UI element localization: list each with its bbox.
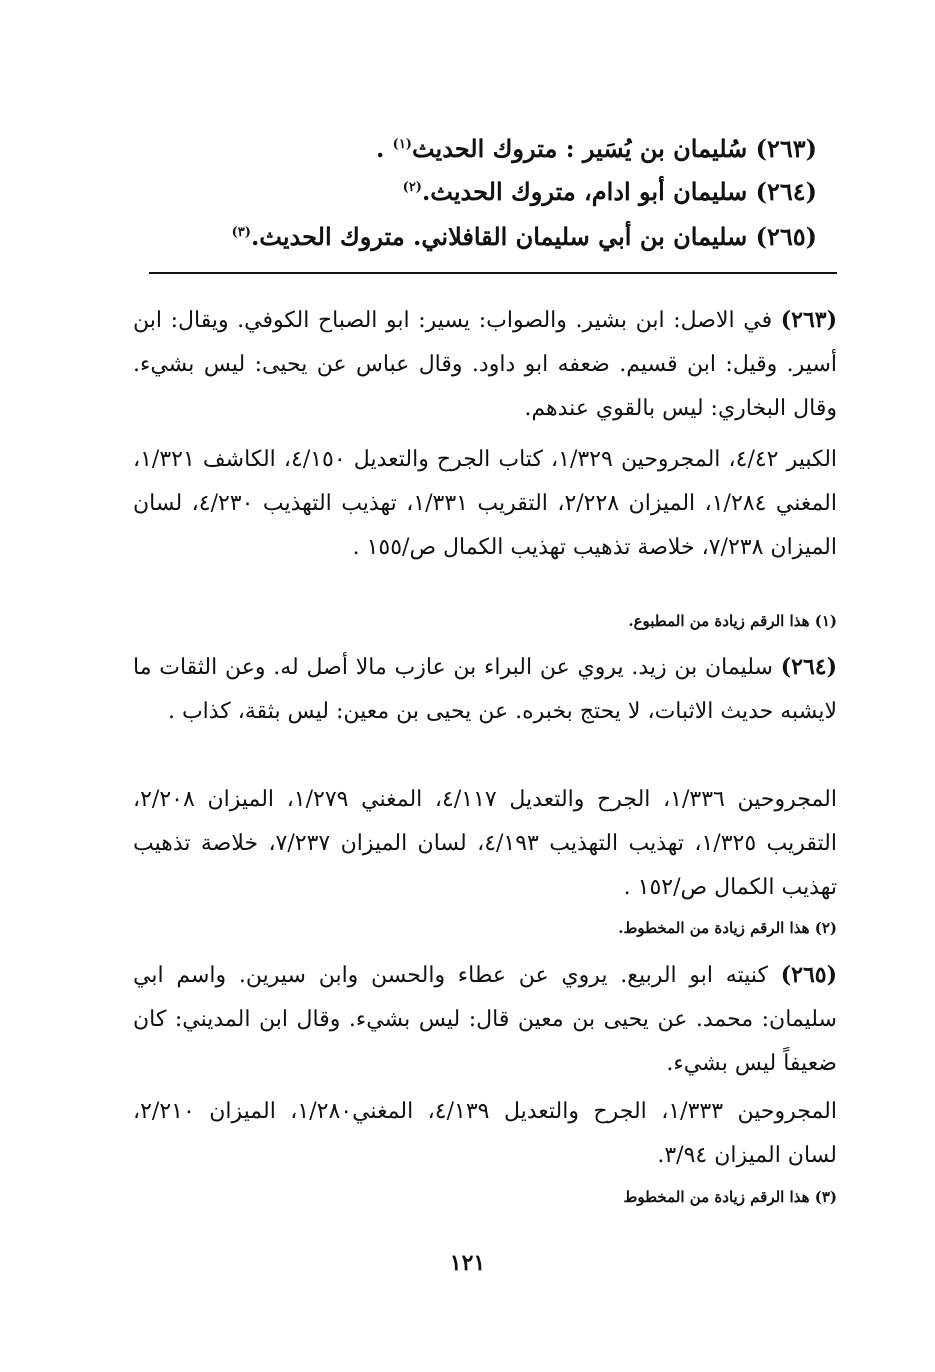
commentary-number: (٢٦٣) bbox=[780, 307, 837, 333]
entry-text: سليمان أبو ادام، متروك الحديث. bbox=[421, 177, 748, 206]
footnote-marker: (٣) bbox=[231, 225, 251, 240]
footnote-2: (٢) هذا الرقم زيادة من المخطوط. bbox=[618, 919, 837, 937]
page-number: ١٢١ bbox=[449, 1250, 486, 1276]
sources-263 bbox=[133, 438, 837, 570]
sources-text: الكبير ٤/٤٢، المجروحين ١/٣٢٩، كتاب الجرح والتعديل ٤/١٥٠، الكاشف ١/٣٢١، المغني ١/٢٨٤، الميزان ٢/٢٢٨، التقريب ١/٣٣١، تهذيب التهذيب ٤/٢٣٠، لسان الميزان ٧/٢٣٨، خلاصة تذهيب تهذيب الكمال ص/١٥٥ . bbox=[133, 447, 838, 560]
entry-number: (٢٦٣) bbox=[755, 134, 817, 163]
entry-text: سُليمان بن يُسَير : متروك الحديث bbox=[411, 134, 748, 163]
separator-rule bbox=[149, 272, 837, 274]
footnote-3: (٣) هذا الرقم زيادة من المخطوط bbox=[623, 1188, 837, 1206]
entry-number: (٢٦٤) bbox=[755, 177, 817, 206]
footnote-1: (١) هذا الرقم زيادة من المطبوع. bbox=[628, 612, 837, 630]
commentary-text: كنيته ابو الربيع. يروي عن عطاء والحسن وابن سيرين. واسم ابي سليمان: محمد. عن يحيى بن معين قال: ليس بشيء. وقال ابن المديني: كان ضعيفاً ليس بشيء. bbox=[133, 963, 837, 1076]
commentary-text: سليمان بن زيد. يروي عن البراء بن عازب مالا أصل له. وعن الثقات ما لايشبه حديث الاثبات، لا يحتج بخبره. عن يحيى بن معين: ليس بثقة، كذاب . bbox=[133, 655, 837, 724]
commentary-265 bbox=[133, 953, 837, 1086]
entry-number: (٢٦٥) bbox=[755, 222, 817, 251]
commentary-264 bbox=[133, 645, 837, 734]
sources-265 bbox=[133, 1090, 837, 1178]
main-entry-264 bbox=[177, 168, 817, 212]
commentary-263 bbox=[133, 298, 837, 431]
main-entry-263 bbox=[177, 125, 817, 169]
commentary-number: (٢٦٤) bbox=[780, 654, 837, 680]
commentary-text: في الاصل: ابن بشير. والصواب: يسير: ابو الصباح الكوفي. ويقال: ابن أسير. وقيل: ابن قسيم. ضعفه ابو داود. وقال عباس عن يحيى: ليس بشيء. وقال البخاري: ليس بالقوي عندهم. bbox=[133, 308, 837, 421]
sources-text: المجروحين ١/٣٣٣، الجرح والتعديل ٤/١٣٩، المغني١/٢٨٠، الميزان ٢/٢١٠، لسان الميزان ٣/٩٤. bbox=[133, 1099, 837, 1168]
main-entry-265 bbox=[177, 213, 817, 257]
footnote-marker: (١) bbox=[392, 137, 412, 152]
footnote-marker: (٢) bbox=[402, 180, 422, 195]
commentary-number: (٢٦٥) bbox=[780, 962, 837, 988]
entry-text: سليمان بن أبي سليمان القافلاني. متروك الحديث. bbox=[250, 222, 748, 251]
sources-text: المجروحين ١/٣٣٦، الجرح والتعديل ٤/١١٧، المغني ١/٢٧٩، الميزان ٢/٢٠٨، التقريب ١/٣٢٥، تهذيب التهذيب ٤/١٩٣، لسان الميزان ٧/٢٣٧، خلاصة تذهيب تهذيب الكمال ص/١٥٢ . bbox=[133, 787, 837, 900]
entry-end: . bbox=[375, 134, 393, 163]
sources-264 bbox=[133, 778, 837, 910]
